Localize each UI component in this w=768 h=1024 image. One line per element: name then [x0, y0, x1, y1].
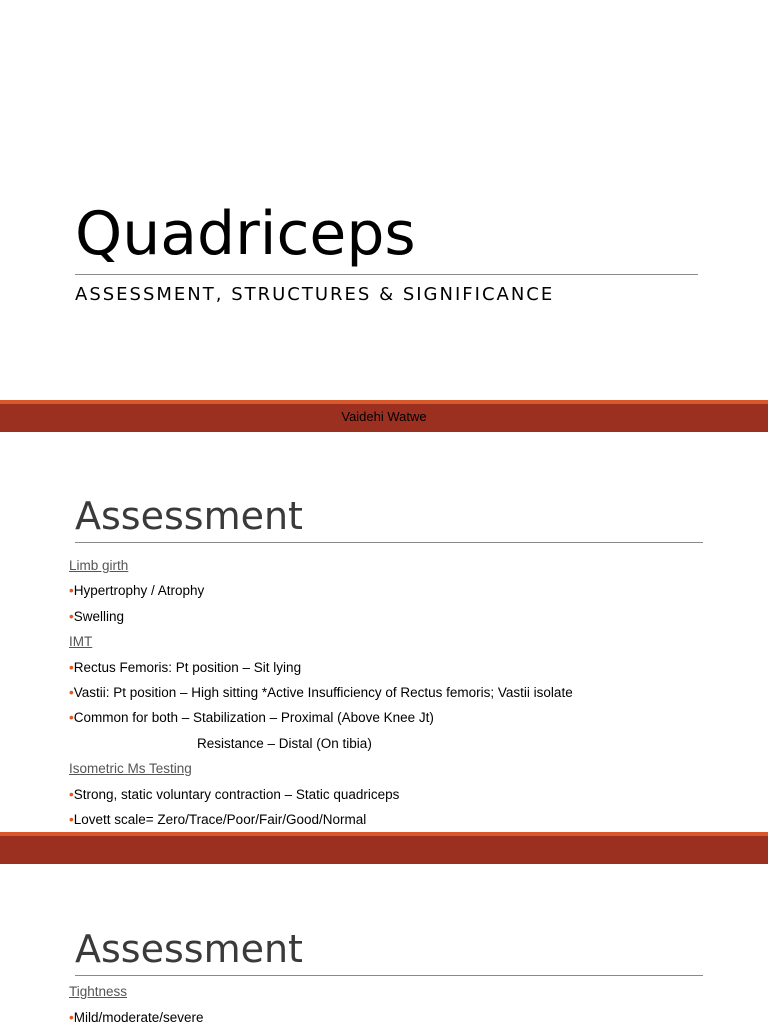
bullet-text: Common for both – Stabilization – Proximal (Above Knee Jt)	[73, 710, 434, 726]
title-slide	[0, 0, 768, 400]
bullet-item	[69, 583, 204, 598]
title-divider	[75, 975, 703, 976]
presentation-subtitle: ASSESSMENT, STRUCTURES & SIGNIFICANCE	[75, 284, 555, 305]
bullet-item	[69, 660, 301, 675]
bullet-text: Strong, static voluntary contraction – Static quadriceps	[73, 786, 400, 802]
bullet-text: Swelling	[73, 608, 125, 624]
bullet-text: Mild/moderate/severe	[73, 1010, 204, 1024]
bullet-marker: •	[69, 812, 74, 827]
title-divider	[75, 542, 703, 543]
bullet-item	[69, 710, 434, 725]
bullet-marker: •	[69, 608, 74, 624]
separator-band-accent	[0, 832, 768, 836]
bullet-item	[69, 1010, 204, 1024]
section-heading-text: Tightness	[69, 984, 128, 999]
bullet-marker: •	[69, 583, 74, 599]
slide-title: Assessment	[75, 494, 303, 538]
section-heading	[69, 984, 127, 999]
bullet-text: Rectus Femoris: Pt position – Sit lying	[73, 659, 302, 675]
presentation-title: Quadriceps	[75, 199, 416, 269]
bullet-marker: •	[69, 710, 74, 726]
section-heading-text: Limb girth	[69, 558, 129, 573]
section-heading	[69, 634, 92, 649]
footer-band	[0, 400, 768, 432]
assessment-slide-1	[0, 432, 768, 832]
title-divider	[75, 274, 698, 275]
section-heading	[69, 558, 128, 573]
bullet-item	[69, 609, 124, 624]
footer-band-accent	[0, 400, 768, 404]
bullet-marker: •	[69, 659, 74, 675]
bullet-marker: •	[69, 786, 74, 802]
bullet-marker: •	[69, 685, 74, 700]
slide-separator-band	[0, 832, 768, 864]
bullet-marker: •	[69, 1010, 74, 1024]
section-heading-text: Isometric Ms Testing	[69, 761, 192, 777]
bullet-text: Resistance – Distal (On tibia)	[197, 735, 372, 751]
bullet-text: Lovett scale= Zero/Trace/Poor/Fair/Good/Normal	[73, 812, 367, 827]
bullet-item	[69, 685, 573, 700]
section-heading	[69, 761, 192, 776]
bullet-text: Vastii: Pt position – High sitting *Active Insufficiency of Rectus femoris; Vastii isolate	[73, 685, 573, 700]
slide-title: Assessment	[75, 927, 303, 971]
bullet-item	[69, 787, 399, 802]
author-name: Vaidehi Watwe	[341, 409, 427, 424]
bullet-text: Hypertrophy / Atrophy	[73, 583, 205, 599]
assessment-slide-2	[0, 864, 768, 1024]
section-heading-text: IMT	[69, 634, 93, 650]
indented-line	[197, 736, 372, 751]
bullet-item	[69, 812, 366, 827]
